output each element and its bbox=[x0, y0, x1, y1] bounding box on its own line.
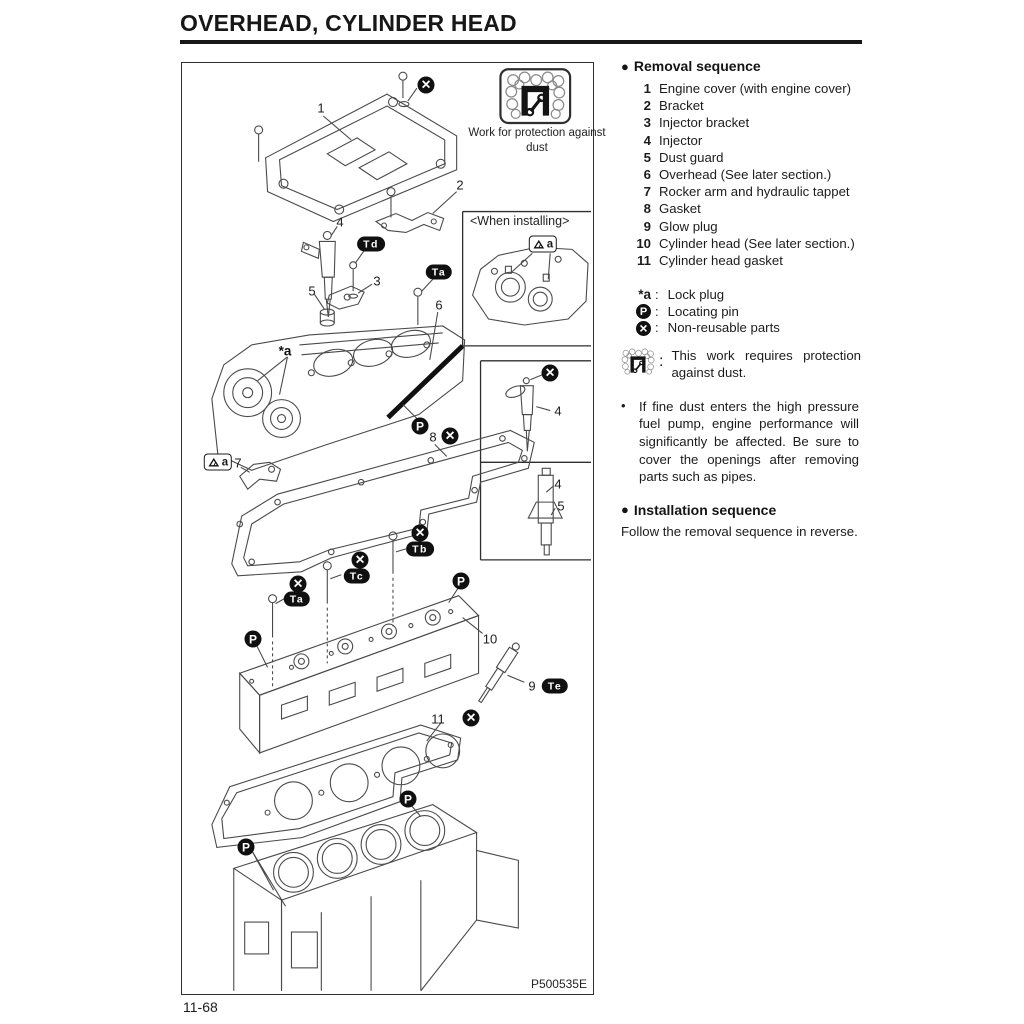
callout-4: 4 bbox=[336, 214, 344, 230]
item-label: Injector bracket bbox=[659, 115, 750, 131]
engine-block-drawing bbox=[234, 803, 519, 991]
item-label: Overhead (See later section.) bbox=[659, 167, 832, 183]
lock-plug-label: a bbox=[204, 454, 232, 471]
callout-4: 4 bbox=[554, 403, 562, 419]
exploded-diagram bbox=[181, 62, 606, 995]
caution-note bbox=[621, 398, 861, 486]
item-number: 7 bbox=[643, 184, 651, 200]
callout-6: 6 bbox=[435, 297, 443, 313]
removal-item bbox=[621, 183, 861, 200]
item-label: Rocker arm and hydraulic tappet bbox=[659, 184, 850, 200]
engine-cover-drawing bbox=[266, 94, 457, 221]
legend-label: Non-reusable parts bbox=[667, 320, 780, 336]
item-number: 3 bbox=[643, 115, 651, 131]
item-label: Gasket bbox=[659, 201, 701, 217]
bolt-drawings bbox=[255, 72, 417, 217]
item-number: 4 bbox=[643, 132, 651, 148]
bullet-icon: • bbox=[621, 397, 626, 413]
legend-row: × : Non-reusable parts bbox=[621, 320, 861, 337]
callout-11: 11 bbox=[431, 711, 445, 727]
item-label: Engine cover (with engine cover) bbox=[659, 81, 852, 96]
non-reusable-icon: × bbox=[636, 321, 651, 336]
callout-5: 5 bbox=[308, 283, 316, 299]
locating-pin-symbol: P bbox=[400, 791, 417, 808]
removal-item bbox=[621, 166, 861, 183]
installation-heading-text: Installation sequence bbox=[633, 501, 777, 518]
callout-5: 5 bbox=[557, 498, 565, 514]
dust-box-caption: Work for protection against dust bbox=[468, 127, 606, 154]
dust-note bbox=[621, 347, 861, 382]
page-number: 11-68 bbox=[183, 999, 218, 1015]
callout-8: 8 bbox=[429, 429, 437, 445]
item-label: Dust guard bbox=[659, 149, 724, 165]
item-number: 9 bbox=[643, 218, 651, 234]
legend-row: *a : Lock plug bbox=[638, 287, 725, 303]
item-label: Injector bbox=[659, 132, 703, 148]
removal-item bbox=[621, 200, 861, 217]
torque-label-td: Td bbox=[357, 237, 385, 252]
non-reusable-symbol: × bbox=[352, 552, 369, 569]
caution-text: If fine dust enters the high pressure fuel pump, engine performance will significantly be affected. Be sure to cover the openings after removing parts such as pipes. bbox=[639, 398, 859, 485]
torque-label-tc: Tc bbox=[344, 569, 370, 584]
locating-pin-icon: P bbox=[636, 304, 651, 319]
torque-label-ta: Ta bbox=[426, 265, 452, 280]
rocker-arm-drawing bbox=[240, 462, 281, 489]
non-reusable-symbol: × bbox=[542, 365, 559, 382]
installation-text: Follow the removal sequence in reverse. bbox=[621, 523, 858, 539]
locating-pin-symbol: P bbox=[412, 418, 429, 435]
installation-heading bbox=[621, 502, 861, 518]
removal-heading bbox=[621, 58, 861, 74]
dust-protection-icon bbox=[621, 347, 655, 377]
torque-label-tb: Tb bbox=[406, 542, 434, 557]
item-label: Glow plug bbox=[659, 218, 718, 234]
torque-label-te: Te bbox=[542, 679, 568, 694]
callout-9: 9 bbox=[528, 678, 536, 694]
lock-plug-symbol: *a bbox=[638, 287, 651, 303]
title-rule bbox=[180, 40, 862, 44]
callout-2: 2 bbox=[456, 177, 464, 193]
inset-injector-drawing bbox=[504, 375, 550, 452]
non-reusable-symbol: × bbox=[463, 710, 480, 727]
item-number: 1 bbox=[643, 81, 651, 96]
callout-7: 7 bbox=[234, 455, 242, 471]
glow-plug-drawing bbox=[476, 641, 522, 704]
removal-list bbox=[621, 80, 861, 269]
dust-note-text: This work requires protection against dust. bbox=[671, 347, 861, 381]
callout-4: 4 bbox=[554, 476, 562, 492]
removal-item bbox=[621, 252, 861, 269]
bullet-icon: ● bbox=[621, 502, 629, 518]
head-gasket-drawing bbox=[212, 725, 461, 847]
removal-heading-text: Removal sequence bbox=[633, 58, 761, 74]
item-number: 10 bbox=[636, 235, 651, 251]
page-title: OVERHEAD, CYLINDER HEAD bbox=[180, 10, 517, 36]
lock-plug-label: a bbox=[529, 236, 557, 253]
removal-item bbox=[621, 218, 861, 235]
callout-3: 3 bbox=[373, 273, 381, 289]
item-number: 11 bbox=[637, 253, 651, 269]
item-label: Cylinder head (See later section.) bbox=[659, 235, 855, 251]
cylinder-head-drawing bbox=[240, 586, 483, 753]
bracket-drawing bbox=[376, 192, 457, 233]
legend-row: P : Locating pin bbox=[621, 304, 861, 321]
info-panel bbox=[621, 58, 861, 539]
item-number: 2 bbox=[643, 98, 651, 114]
legend-label: Locating pin bbox=[667, 303, 739, 319]
overhead-drawing bbox=[212, 326, 465, 470]
removal-item bbox=[621, 80, 861, 97]
removal-item bbox=[621, 235, 861, 252]
symbol-legend bbox=[621, 287, 861, 337]
non-reusable-symbol: × bbox=[290, 576, 307, 593]
bullet-icon: ● bbox=[621, 58, 629, 74]
callout-1: 1 bbox=[317, 100, 325, 116]
legend-label: Lock plug bbox=[667, 287, 725, 303]
non-reusable-symbol: × bbox=[418, 77, 435, 94]
locating-pin-symbol: P bbox=[453, 573, 470, 590]
when-installing-drawing bbox=[473, 247, 588, 325]
removal-item bbox=[621, 132, 861, 149]
head-bolt-drawings bbox=[269, 532, 406, 689]
item-label: Cylinder head gasket bbox=[659, 253, 783, 269]
removal-item bbox=[621, 149, 861, 166]
lock-plug-ref: *a bbox=[278, 343, 292, 359]
non-reusable-symbol: × bbox=[442, 428, 459, 445]
locating-pin-symbol: P bbox=[238, 839, 255, 856]
torque-label-ta: Ta bbox=[284, 592, 310, 607]
item-number: 6 bbox=[643, 167, 651, 183]
item-number: 5 bbox=[643, 149, 651, 165]
figure-code: P500535E bbox=[530, 977, 587, 991]
lock-plug-glyph bbox=[533, 239, 545, 249]
callout-10: 10 bbox=[482, 631, 498, 647]
removal-item bbox=[621, 97, 861, 114]
when-installing-caption: <When installing> bbox=[470, 214, 570, 228]
dust-note-separator: : bbox=[659, 352, 664, 370]
removal-item bbox=[621, 114, 861, 131]
non-reusable-symbol: × bbox=[412, 525, 429, 542]
item-label: Bracket bbox=[659, 98, 704, 114]
item-number: 8 bbox=[643, 201, 651, 217]
lock-plug-glyph bbox=[208, 457, 220, 467]
locating-pin-symbol: P bbox=[245, 631, 262, 648]
gasket-drawing bbox=[232, 430, 535, 575]
